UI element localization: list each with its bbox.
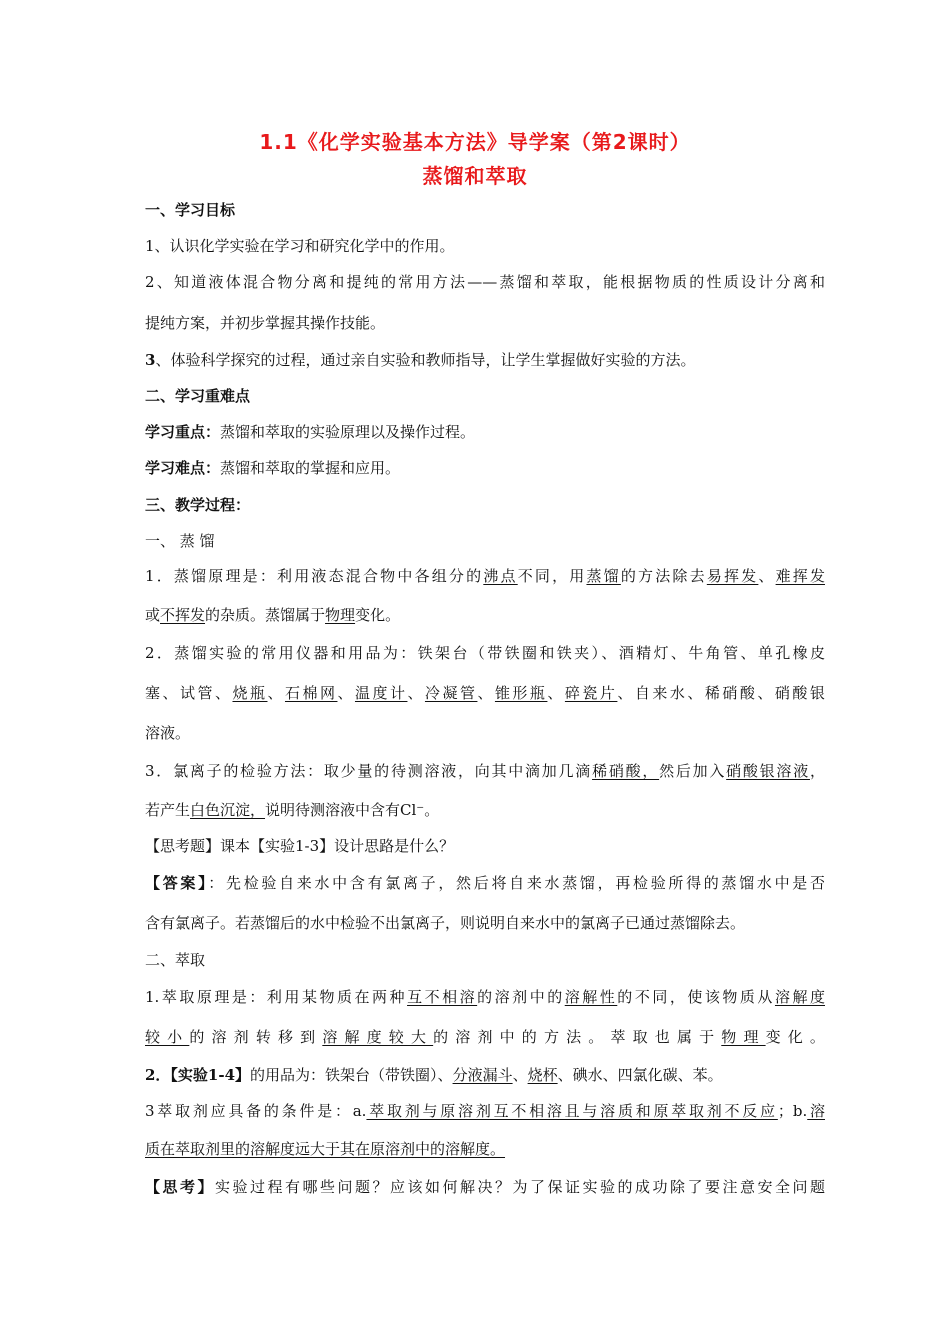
- text-segment: 塞、试管、: [145, 684, 233, 702]
- text-line: [145, 950, 825, 970]
- text-line: [145, 683, 825, 703]
- bold-label: 三、教学过程：: [145, 496, 251, 514]
- bold-label: 二、学习重难点: [145, 387, 251, 405]
- bold-label: 2．【实验1-4】: [145, 1066, 251, 1084]
- bold-label: 【答案】: [145, 874, 209, 892]
- underlined-answer: 蒸馏: [586, 567, 621, 585]
- underlined-answer: 互不相溶: [407, 988, 478, 1006]
- underlined-answer: 沸点: [483, 567, 518, 585]
- text-segment: 1、认识化学实验在学习和研究化学中的作用。: [145, 237, 455, 255]
- underlined-answer: 石棉网: [284, 684, 338, 702]
- text-segment: 、: [547, 684, 565, 702]
- text-segment: 二、萃取: [145, 951, 206, 969]
- bold-label: 一、学习目标: [145, 201, 236, 219]
- text-line: [145, 531, 825, 551]
- text-segment: 提纯方案，并初步掌握其操作技能。: [145, 314, 386, 332]
- text-segment: 2、知道液体混合物分离和提纯的常用方法——蒸馏和萃取，能根据物质的性质设计分离和: [145, 273, 825, 291]
- underlined-answer: 溶解性: [564, 988, 618, 1006]
- text-line: [145, 566, 825, 586]
- underlined-answer: 冷凝管: [424, 684, 478, 702]
- text-segment: 、: [337, 684, 355, 702]
- underlined-answer: 分液漏斗: [452, 1066, 513, 1084]
- underlined-answer: 碎瓷片: [564, 684, 618, 702]
- text-segment: 2．蒸馏实验的常用仪器和用品为：铁架台（带铁圈和铁夹）、酒精灯、牛角管、单孔橡皮: [145, 644, 825, 662]
- text-segment: 蒸馏和萃取的实验原理以及操作过程。: [220, 423, 476, 441]
- text-segment: 或: [145, 606, 161, 624]
- text-segment: 1．蒸馏原理是：利用液态混合物中各组分的: [145, 567, 484, 585]
- text-segment: 的溶剂中的方法。萃取也属于: [433, 1028, 722, 1046]
- underlined-answer: 硝酸银溶液: [726, 762, 810, 780]
- text-line: [145, 350, 825, 370]
- text-line: [145, 236, 825, 256]
- text-segment: 变化。: [765, 1028, 825, 1046]
- underlined-answer: 物理: [721, 1028, 766, 1046]
- text-segment: 、: [758, 567, 776, 585]
- text-line: [145, 422, 825, 442]
- underlined-answer: 难挥发: [775, 567, 825, 585]
- text-segment: 的用品为：铁架台（带铁圈）、: [250, 1066, 453, 1084]
- bold-label: 3: [145, 351, 156, 369]
- text-segment: 蒸馏和萃取的掌握和应用。: [220, 459, 401, 477]
- text-line: [145, 913, 825, 933]
- text-segment: 的杂质。蒸馏属于: [205, 606, 326, 624]
- text-segment: 、: [267, 684, 285, 702]
- underlined-answer: 锥形瓶: [494, 684, 548, 702]
- text-segment: 一、 蒸 馏: [145, 532, 215, 550]
- text-line: [145, 873, 825, 893]
- text-segment: 3萃取剂应具备的条件是：a.: [145, 1102, 367, 1120]
- underlined-answer: 物理: [325, 606, 356, 624]
- underlined-answer: 白色沉淀，: [190, 801, 266, 819]
- text-segment: 若产生: [145, 801, 191, 819]
- underlined-answer: 稀硝酸，: [592, 762, 660, 780]
- text-line: [145, 200, 825, 220]
- text-line: [145, 723, 825, 743]
- text-line: [145, 836, 825, 856]
- text-segment: 变化。: [355, 606, 401, 624]
- text-segment: 溶液。: [145, 724, 191, 742]
- text-segment: 然后加入: [659, 762, 727, 780]
- text-line: [145, 458, 825, 478]
- text-line: [145, 605, 825, 625]
- text-line: [145, 495, 825, 515]
- text-segment: 说明待测溶液中含有Cl⁻。: [265, 801, 440, 819]
- text-segment: 、碘水、四氯化碳、苯。: [557, 1066, 723, 1084]
- text-segment: 、自来水、稀硝酸、硝酸银: [617, 684, 825, 702]
- text-segment: ，: [809, 762, 825, 780]
- text-segment: 不同，用: [517, 567, 587, 585]
- text-line: [145, 313, 825, 333]
- bold-label: 学习难点：: [145, 459, 221, 477]
- underlined-answer: 温度计: [354, 684, 408, 702]
- text-segment: 的溶剂转移到: [189, 1028, 323, 1046]
- text-segment: 、体验科学探究的过程，通过亲自实验和教师指导，让学生掌握做好实验的方法。: [155, 351, 696, 369]
- underlined-answer: 溶: [807, 1102, 825, 1120]
- underlined-answer: 萃取剂与原溶剂互不相溶且与溶质和原萃取剂不反应: [366, 1102, 778, 1120]
- text-segment: ；b.: [777, 1102, 808, 1120]
- text-segment: 的方法除去: [620, 567, 707, 585]
- underlined-answer: 易挥发: [706, 567, 759, 585]
- text-segment: 的不同，使该物质从: [617, 988, 775, 1006]
- underlined-answer: 较小: [145, 1028, 190, 1046]
- text-line: [145, 1177, 825, 1197]
- text-line: [145, 643, 825, 663]
- underlined-answer: 不挥发: [160, 606, 206, 624]
- text-line: [145, 1065, 825, 1085]
- bold-label: 【思考】: [145, 1178, 215, 1196]
- underlined-answer: 溶解度: [774, 988, 825, 1006]
- text-segment: 、: [407, 684, 425, 702]
- text-segment: 、: [512, 1066, 528, 1084]
- text-segment: 、: [477, 684, 495, 702]
- underlined-answer: 溶解度较大: [322, 1028, 434, 1046]
- text-segment: 3．氯离子的检验方法：取少量的待测溶液，向其中滴加几滴: [145, 762, 593, 780]
- text-line: [145, 1101, 825, 1121]
- text-line: [145, 800, 825, 820]
- document-subtitle: 蒸馏和萃取: [422, 164, 528, 188]
- text-segment: 1.萃取原理是：利用某物质在两种: [145, 988, 408, 1006]
- underlined-answer: 烧瓶: [232, 684, 268, 702]
- document-title: 1.1《化学实验基本方法》导学案（第2课时）: [259, 130, 691, 154]
- text-segment: 【思考题】课本【实验1-3】设计思路是什么？: [145, 837, 455, 855]
- text-segment: 的溶剂中的: [477, 988, 565, 1006]
- underlined-answer: 烧杯: [527, 1066, 558, 1084]
- text-segment: 含有氯离子。若蒸馏后的水中检验不出氯离子，则说明自来水中的氯离子已通过蒸馏除去。: [145, 914, 746, 932]
- text-segment: 实验过程有哪些问题？应该如何解决？为了保证实验的成功除了要注意安全问题: [215, 1178, 825, 1196]
- text-line: [145, 1139, 825, 1159]
- underlined-answer: 质在萃取剂里的溶解度远大于其在原溶剂中的溶解度。: [145, 1140, 506, 1158]
- text-line: [145, 761, 825, 781]
- text-line: [145, 987, 825, 1007]
- bold-label: 学习重点：: [145, 423, 221, 441]
- text-line: [145, 386, 825, 406]
- text-segment: ：先检验自来水中含有氯离子，然后将自来水蒸馏，再检验所得的蒸馏水中是否: [208, 874, 825, 892]
- text-line: [145, 272, 825, 292]
- text-line: [145, 1027, 825, 1047]
